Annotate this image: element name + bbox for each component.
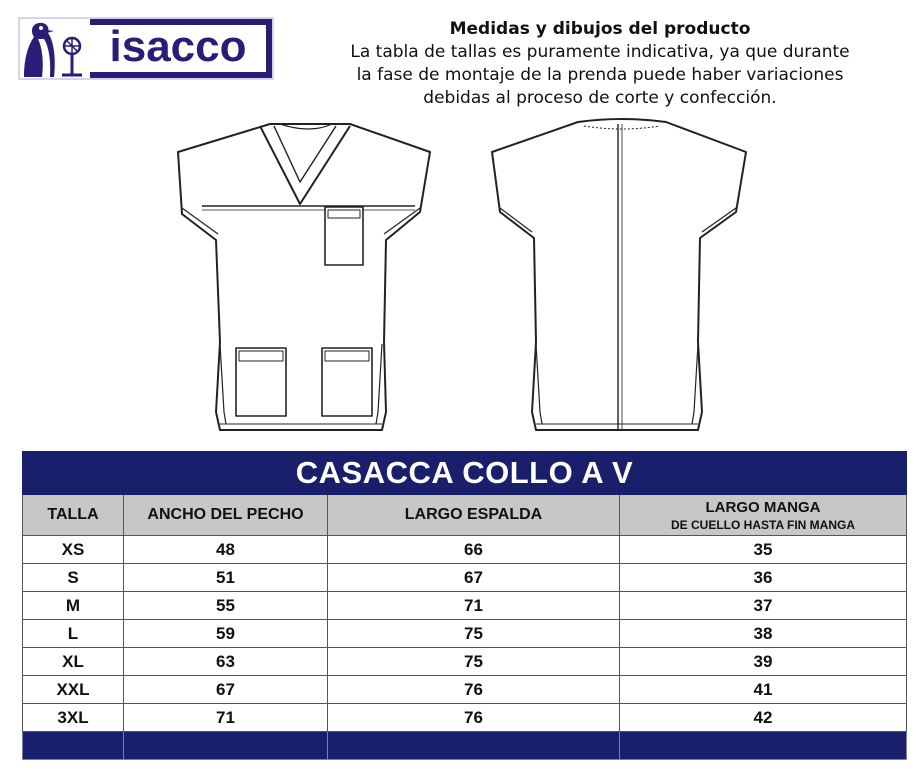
cell-sleeve: 38 xyxy=(620,620,907,648)
table-title-text: CASACCA COLLO A V xyxy=(295,455,634,490)
table-row xyxy=(23,536,907,564)
cell-sleeve: 41 xyxy=(620,676,907,704)
cell-back: 66 xyxy=(328,536,620,564)
column-header-sleeve-sublabel: DE CUELLO HASTA FIN MANGA xyxy=(671,517,855,532)
cell-back: 75 xyxy=(328,620,620,648)
penguin-mascot-icon xyxy=(20,19,90,78)
cell-chest: 63 xyxy=(124,648,328,676)
cell-chest: 71 xyxy=(124,704,328,732)
column-header-sleeve-label: LARGO MANGA xyxy=(705,498,821,516)
cell-size: S xyxy=(23,564,124,592)
isacco-logo xyxy=(18,17,274,80)
disclaimer-line: debidas al proceso de corte y confección. xyxy=(423,88,777,108)
cell-back: 71 xyxy=(328,592,620,620)
column-header-back: LARGO ESPALDA xyxy=(328,495,620,536)
cell-size: 3XL xyxy=(23,704,124,732)
table-row xyxy=(23,648,907,676)
table-row xyxy=(23,564,907,592)
table-title xyxy=(23,452,907,495)
table-header-row xyxy=(23,495,907,536)
footer-cell xyxy=(328,732,620,760)
cell-back: 76 xyxy=(328,704,620,732)
table-row xyxy=(23,704,907,732)
footer-cell xyxy=(23,732,124,760)
page-title: Medidas y dibujos del producto xyxy=(449,19,751,39)
cell-sleeve: 39 xyxy=(620,648,907,676)
cell-chest: 51 xyxy=(124,564,328,592)
cell-size: M xyxy=(23,592,124,620)
table-row xyxy=(23,676,907,704)
footer-cell xyxy=(620,732,907,760)
disclaimer-line: la fase de montaje de la prenda puede haber variaciones xyxy=(356,65,844,85)
footer-cell xyxy=(124,732,328,760)
column-header-sleeve xyxy=(620,495,907,536)
table-footer-row xyxy=(23,732,907,760)
product-description xyxy=(318,18,882,110)
cell-chest: 59 xyxy=(124,620,328,648)
table-title-row xyxy=(23,452,907,495)
cell-back: 76 xyxy=(328,676,620,704)
column-header-size: TALLA xyxy=(23,495,124,536)
column-header-chest: ANCHO DEL PECHO xyxy=(124,495,328,536)
cell-size: XXL xyxy=(23,676,124,704)
cell-chest: 67 xyxy=(124,676,328,704)
cell-sleeve: 35 xyxy=(620,536,907,564)
cell-size: XS xyxy=(23,536,124,564)
cell-size: L xyxy=(23,620,124,648)
cell-size: XL xyxy=(23,648,124,676)
size-chart-table xyxy=(22,451,907,760)
disclaimer-line: La tabla de tallas es puramente indicativa, ya que durante xyxy=(350,42,850,62)
cell-sleeve: 36 xyxy=(620,564,907,592)
cell-sleeve: 42 xyxy=(620,704,907,732)
cell-chest: 48 xyxy=(124,536,328,564)
brand-wordmark: isacco xyxy=(90,25,266,72)
garment-drawings xyxy=(170,112,760,442)
table-row xyxy=(23,592,907,620)
table-row xyxy=(23,620,907,648)
back-view-drawing xyxy=(492,119,746,430)
cell-chest: 55 xyxy=(124,592,328,620)
front-view-drawing xyxy=(178,124,430,430)
cell-sleeve: 37 xyxy=(620,592,907,620)
cell-back: 67 xyxy=(328,564,620,592)
cell-back: 75 xyxy=(328,648,620,676)
